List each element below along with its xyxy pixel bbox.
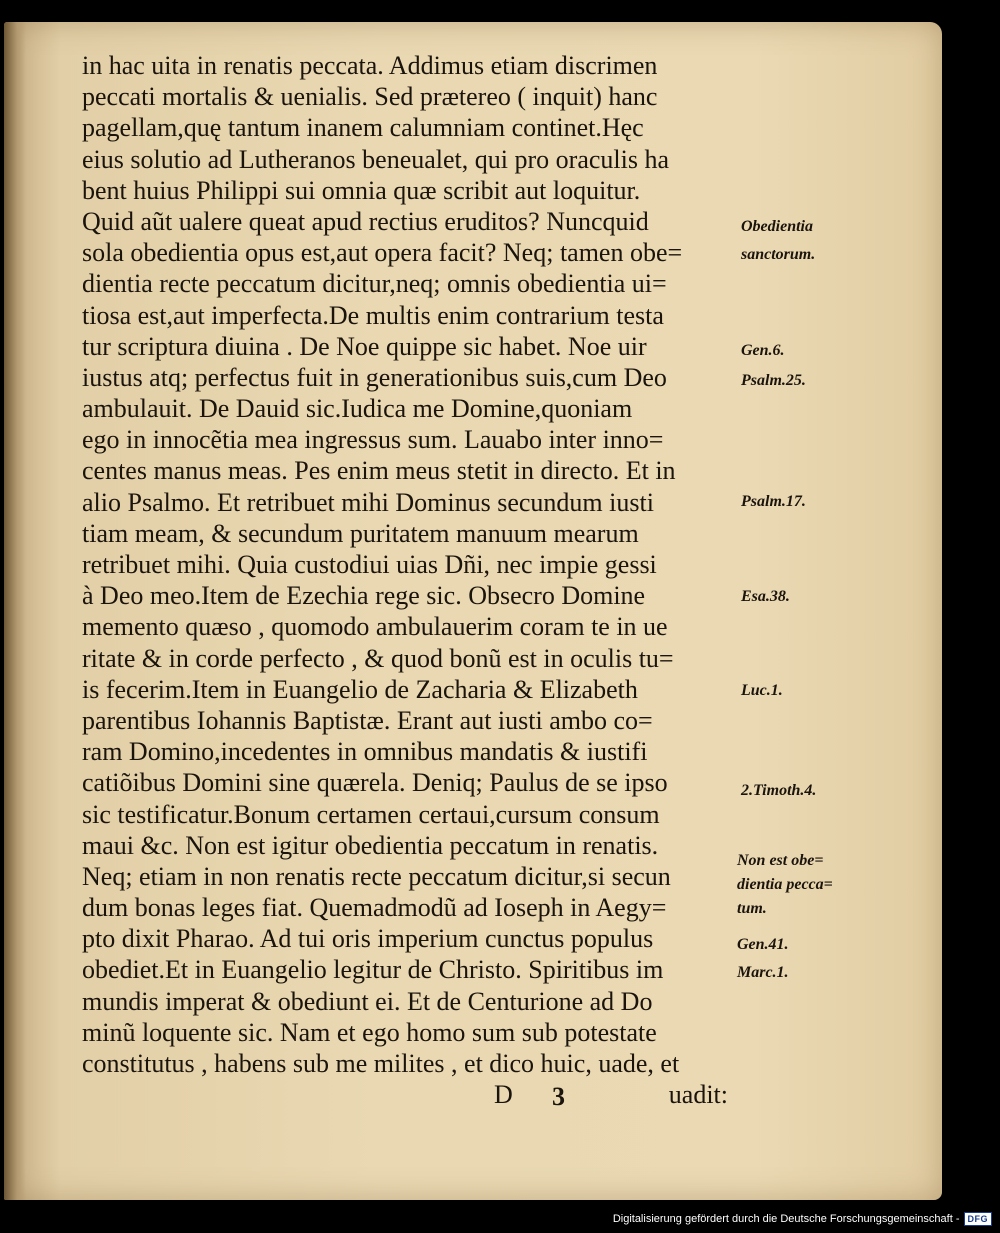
text-line: Quid aũt ualere queat apud rectius eruditos? Nuncquid: [82, 206, 649, 236]
margin-note-tum: tum.: [737, 900, 767, 917]
text-line: pagellam,quę tantum inanem calumniam continet.Hęc: [82, 113, 644, 143]
text-line: dientia recte peccatum dicitur,neq; omnis obedientia ui=: [82, 269, 667, 299]
text-line: eius solutio ad Lutheranos beneualet, qui pro oraculis ha: [82, 144, 670, 174]
text-line: constitutus , habens sub me milites , et dico huic, uade, et: [82, 1049, 680, 1078]
margin-note-luc-1: Luc.1.: [741, 682, 783, 699]
text-line: in hac uita in renatis peccata. Addimus etiam discrimen: [82, 51, 658, 80]
text-line: centes manus meas. Pes enim meus stetit in directo. Et in: [82, 456, 676, 486]
text-line: parentibus Iohannis Baptistæ. Erant aut iusti ambo co=: [82, 705, 653, 735]
text-line: iustus atq; perfectus fuit in generationibus suis,cum Deo: [82, 362, 667, 392]
margin-note-non-est-obedientia: Non est obe=: [737, 852, 824, 869]
text-line: sic testificatur.Bonum certamen certaui,cursum consum: [82, 799, 660, 829]
text-line: bent huius Philippi sui omnia quæ scribit aut loquitur.: [82, 175, 641, 205]
text-line: retribuet mihi. Quia custodiui uias Dñi, nec impie gessi: [82, 550, 657, 579]
signature-number: 3: [552, 1082, 565, 1111]
digitization-credit: [613, 1211, 992, 1227]
text-line: tur scriptura diuina . De Noe quippe sic habet. Noe uir: [82, 331, 647, 361]
margin-note-dientia-pecca: dientia pecca=: [737, 876, 833, 893]
margin-note-gen-41: Gen.41.: [737, 936, 789, 953]
text-line: ritate & in corde perfecto , & quod bonũ est in oculis tu=: [82, 643, 674, 673]
text-line: ego in innocẽtia mea ingressus sum. Lauabo inter inno=: [82, 425, 664, 455]
text-line: alio Psalmo. Et retribuet mihi Dominus secundum iusti: [82, 487, 654, 517]
text-line: is fecerim.Item in Euangelio de Zacharia & Elizabeth: [82, 674, 638, 704]
text-line: obediet.Et in Euangelio legitur de Christo. Spiritibus im: [82, 955, 664, 985]
text-line: tiosa est,aut imperfecta.De multis enim contrarium testa: [82, 300, 664, 330]
credit-text: Digitalisierung gefördert durch die Deutsche Forschungsgemeinschaft -: [612, 1213, 960, 1225]
margin-note-psalm-17: Psalm.17.: [741, 493, 806, 510]
text-line: dum bonas leges fiat. Quemadmodũ ad Ioseph in Aegy=: [82, 893, 667, 923]
catchword: uadit:: [668, 1080, 728, 1109]
book-page: [4, 22, 942, 1200]
text-line: Neq; etiam in non renatis recte peccatum dicitur,si secun: [82, 861, 671, 891]
margin-note-obedientia: Obedientia: [741, 218, 813, 235]
text-line: tiam meam, & secundum puritatem manuum mearum: [82, 518, 639, 548]
text-line: catiõibus Domini sine quærela. Deniq; Paulus de se ipso: [82, 768, 668, 798]
text-line: pto dixit Pharao. Ad tui oris imperium cunctus populus: [82, 924, 654, 954]
dfg-logo-icon[interactable]: DFG: [964, 1212, 993, 1226]
margin-note-gen-6: Gen.6.: [741, 342, 785, 359]
text-line: peccati mortalis & uenialis. Sed prætereo ( inquit) hanc: [82, 82, 658, 112]
margin-note-sanctorum: sanctorum.: [741, 246, 816, 263]
text-line: mundis imperat & obediunt ei. Et de Centurione ad Do: [82, 986, 653, 1016]
page-footer: [82, 1080, 742, 1114]
text-line: memento quæso , quomodo ambulauerim coram te in ue: [82, 612, 668, 642]
main-text-block: [82, 50, 742, 1079]
text-line: maui &c. Non est igitur obedientia peccatum in renatis.: [82, 830, 659, 860]
text-line: à Deo meo.Item de Ezechia rege sic. Obsecro Domine: [82, 581, 646, 611]
margin-note-marc-1: Marc.1.: [737, 964, 789, 981]
margin-note-timoth-4: 2.Timoth.4.: [741, 782, 817, 799]
text-line: sola obedientia opus est,aut opera facit? Neq; tamen obe=: [82, 238, 683, 268]
signature-letter: D: [494, 1080, 513, 1109]
text-line: ram Domino,incedentes in omnibus mandatis & iustifi: [82, 737, 648, 767]
margin-note-esa-38: Esa.38.: [741, 588, 790, 605]
margin-note-psalm-25: Psalm.25.: [741, 372, 806, 389]
text-line: ambulauit. De Dauid sic.Iudica me Domine,quoniam: [82, 394, 633, 424]
text-line: minũ loquente sic. Nam et ego homo sum sub potestate: [82, 1017, 657, 1047]
